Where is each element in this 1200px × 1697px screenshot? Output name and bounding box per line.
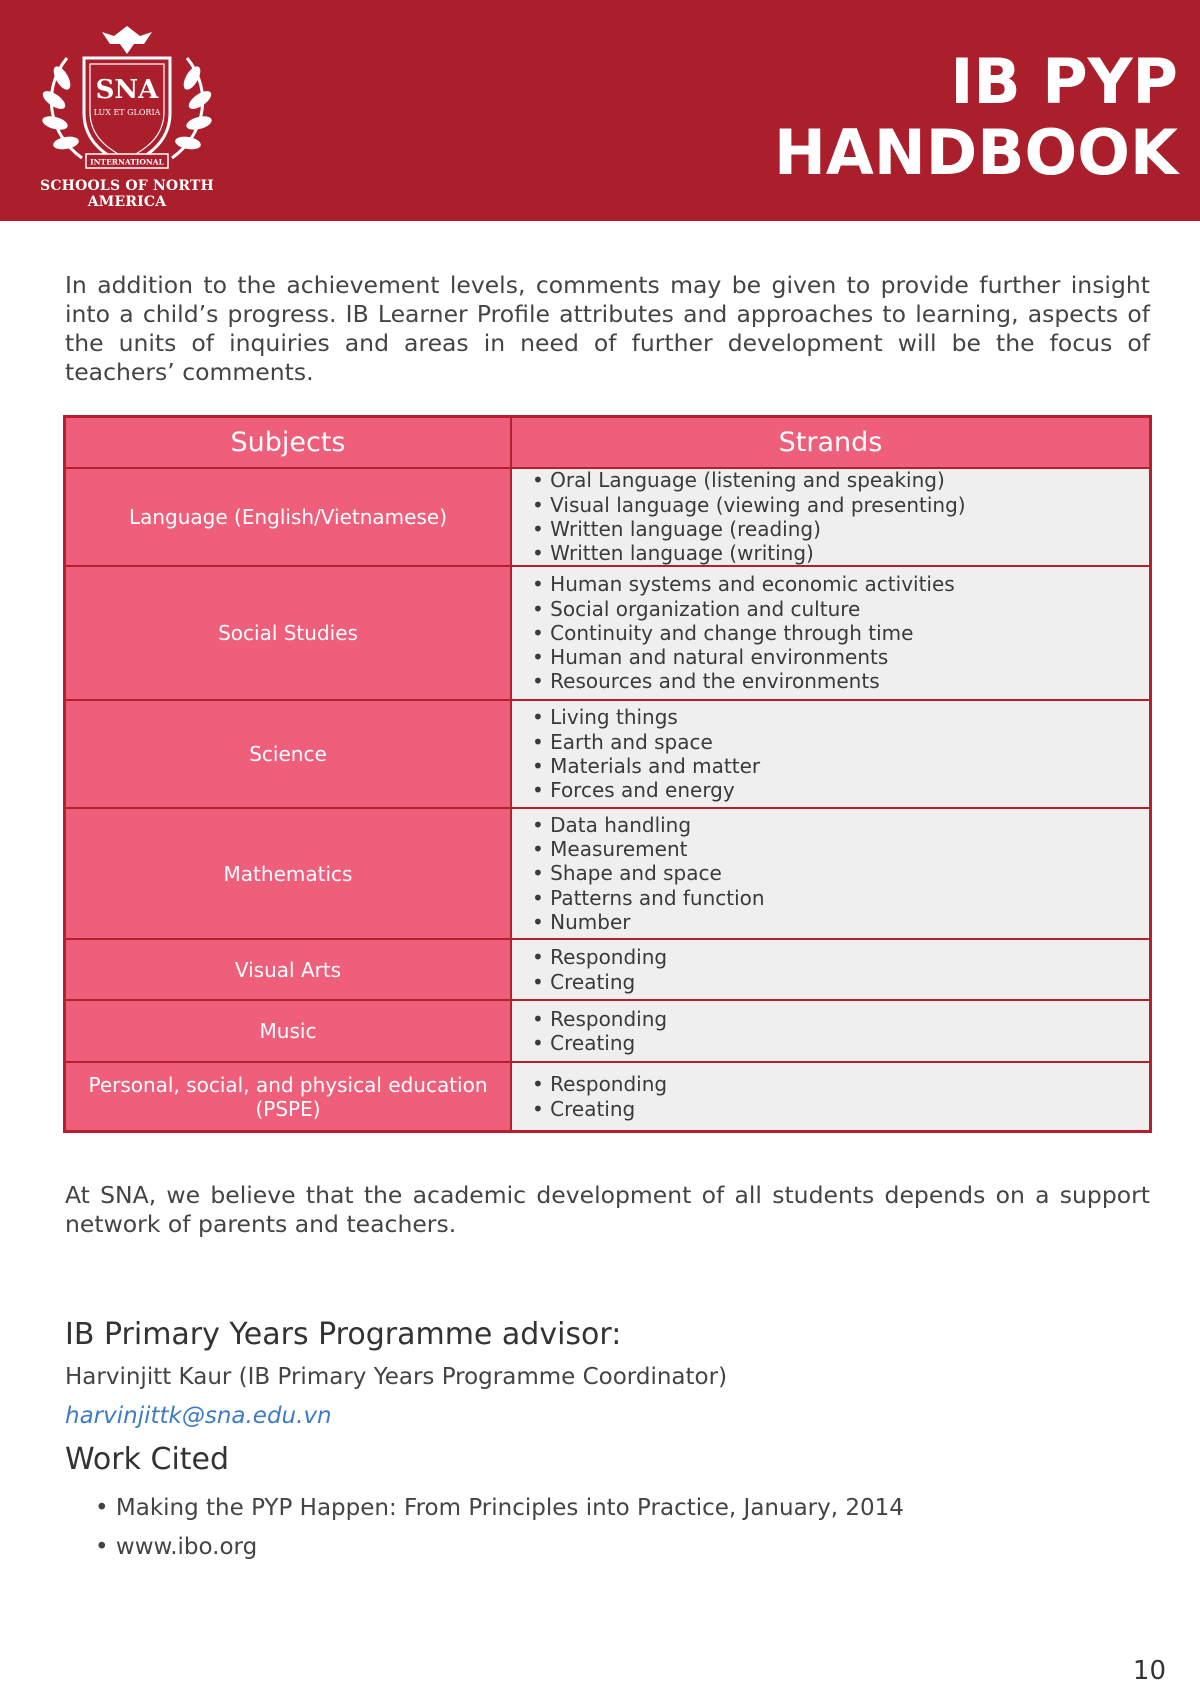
- strand-item: • Oral Language (listening and speaking): [532, 468, 945, 493]
- subject-cell: Language (English/Vietnamese): [66, 469, 510, 565]
- strand-item: • Creating: [532, 1096, 636, 1121]
- strands-cell: [512, 1063, 1149, 1130]
- subject-cell: Science: [66, 701, 510, 807]
- strand-item: • Responding: [532, 945, 668, 970]
- page-header: [0, 0, 1200, 221]
- school-logo: [22, 18, 232, 208]
- strand-item: • Visual language (viewing and presenting): [532, 492, 966, 517]
- page-number: 10: [1132, 1656, 1166, 1686]
- strand-item: • Shape and space: [532, 861, 722, 886]
- strands-cell: [512, 469, 1149, 565]
- work-cited-list: [95, 1489, 904, 1567]
- strands-cell: [512, 809, 1149, 938]
- advisor-name: Harvinjitt Kaur (IB Primary Years Programme Coordinator): [65, 1364, 728, 1390]
- svg-text:LUX ET GLORIA: LUX ET GLORIA: [93, 108, 161, 117]
- subject-cell: Mathematics: [66, 809, 510, 938]
- strand-item: • Responding: [532, 1072, 668, 1097]
- strands-cell: [512, 1001, 1149, 1061]
- advisor-email-link[interactable]: harvinjittk@sna.edu.vn: [65, 1403, 332, 1429]
- table-header-strands: Strands: [512, 418, 1149, 467]
- strand-item: • Creating: [532, 1031, 636, 1055]
- strands-cell: [512, 567, 1149, 699]
- strand-item: • Responding: [532, 1006, 668, 1031]
- logo-school-name: SCHOOLS OF NORTH AMERICA: [40, 178, 214, 210]
- page-title: [774, 46, 1178, 188]
- intro-paragraph: In addition to the achievement levels, comments may be given to provide further insight into a child’s progress. IB Learner Profile attributes and approaches to learning, aspects of the units of inquiries and areas in need of further development will be the focus of teachers’ comments.: [65, 271, 1150, 386]
- strand-item: • Resources and the environments: [532, 669, 880, 694]
- strand-item: • Data handling: [532, 812, 692, 837]
- svg-text:INTERNATIONAL: INTERNATIONAL: [90, 157, 164, 167]
- strand-item: • Continuity and change through time: [532, 620, 914, 645]
- strand-item: • Earth and space: [532, 729, 713, 754]
- strand-item: • Forces and energy: [532, 778, 735, 803]
- subject-cell: Social Studies: [66, 567, 510, 699]
- title-line-2: HANDBOOK: [774, 116, 1178, 189]
- strands-cell: [512, 940, 1149, 999]
- subject-cell: Visual Arts: [66, 940, 510, 999]
- title-line-1: IB PYP: [950, 45, 1178, 118]
- subjects-strands-table: [63, 415, 1152, 1133]
- strand-item: • Written language (reading): [532, 517, 821, 541]
- svg-text:SNA: SNA: [95, 75, 159, 105]
- strand-item: • Written language (writing): [532, 541, 814, 566]
- strand-item: • Human and natural environments: [532, 645, 889, 670]
- strand-item: • Number: [532, 909, 631, 934]
- strand-item: • Human systems and economic activities: [532, 572, 955, 597]
- citation-item: • Making the PYP Happen: From Principles into Practice, January, 2014: [95, 1495, 904, 1521]
- strands-cell: [512, 701, 1149, 807]
- citation-item: • www.ibo.org: [95, 1534, 258, 1560]
- advisor-heading: IB Primary Years Programme advisor:: [65, 1317, 622, 1352]
- subject-cell: Personal, social, and physical education (PSPE): [66, 1063, 510, 1130]
- work-cited-heading: Work Cited: [65, 1442, 230, 1477]
- closing-paragraph: At SNA, we believe that the academic development of all students depends on a support network of parents and teachers.: [65, 1181, 1150, 1238]
- strand-item: • Social organization and culture: [532, 596, 861, 621]
- table-header-subjects: Subjects: [66, 418, 510, 467]
- strand-item: • Materials and matter: [532, 754, 761, 778]
- subject-cell: Music: [66, 1001, 510, 1061]
- strand-item: • Living things: [532, 705, 678, 730]
- strand-item: • Creating: [532, 969, 636, 994]
- strand-item: • Patterns and function: [532, 885, 765, 910]
- crest-icon: [22, 18, 232, 178]
- strand-item: • Measurement: [532, 837, 688, 862]
